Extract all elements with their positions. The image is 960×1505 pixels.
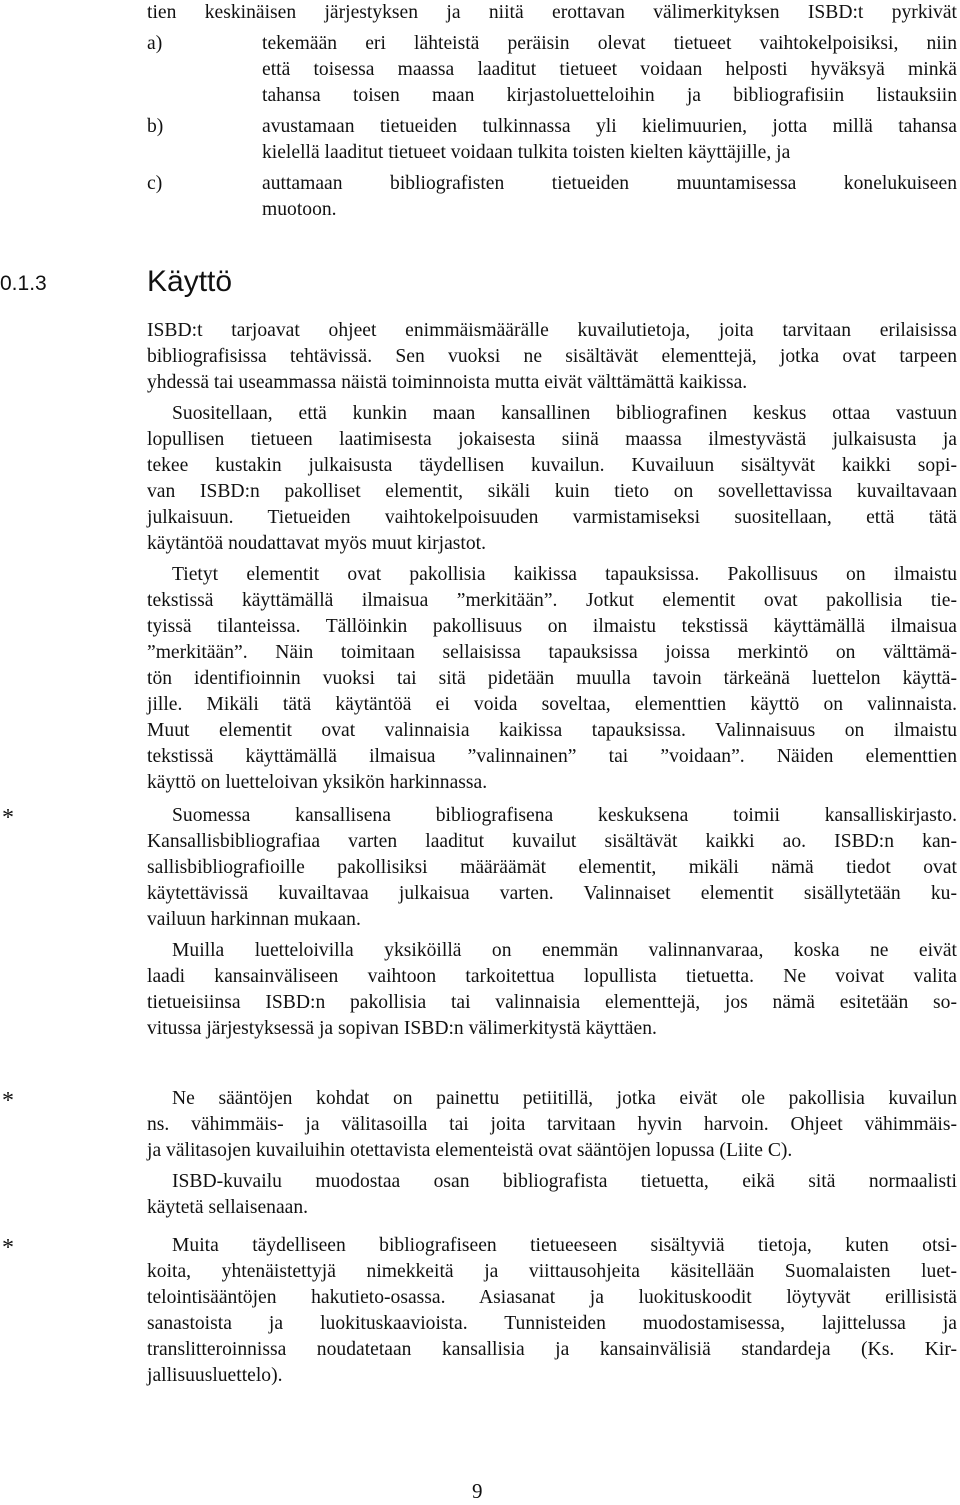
paragraph-1-line: yhdessä tai useammassa näistä toiminnoista mutta eivät välttämättä kaikissa. [147, 372, 748, 393]
paragraph-2-line: tekee kustakin julkaisusta täydellisen kuvailun. Kuvailuun sisältyvät kaikki sopi- [147, 455, 957, 476]
paragraph-3-line: tyissä tilanteissa. Tällöinkin pakollisuus on ilmaistu tekstissä käyttämällä ilmaisua [147, 616, 957, 637]
paragraph-3-line: tön identifioinnin vuoksi tai sitä pidetään muulla tavoin tärkeänä luettelon käyttä- [147, 668, 957, 689]
paragraph-8-line: koita, yhtenäistettyjä nimekkeitä ja viittausohjeita käsitellään Suomalaisten luet- [147, 1261, 957, 1282]
section-number: 0.1.3 [0, 272, 47, 295]
paragraph-8-line: Muita täydelliseen bibliografiseen tietueeseen sisältyviä tietoja, kuten otsi- [172, 1235, 957, 1256]
paragraph-5-line: tietueisiinsa ISBD:n pakollisia tai valinnaisia elementtejä, jos nämä esitetään so- [147, 992, 957, 1013]
paragraph-4-line: vailuun harkinnan mukaan. [147, 909, 361, 930]
paragraph-3-line: tekstissä käyttämällä ilmaisua ”merkitään”. Jotkut elementit ovat pakollisia tie- [147, 590, 957, 611]
paragraph-2-line: lopullisen tietueen laatimisesta jokaisesta siinä maassa ilmestyvästä julkaisusta ja [147, 429, 957, 450]
paragraph-6-line: ns. vähimmäis- ja välitasoilla tai joita tarvitaan hyvin harvoin. Ohjeet vähimmäis- [147, 1114, 957, 1135]
paragraph-3-line: ”merkitään”. Näin toimitaan sellaisissa tapauksissa joissa merkintö on välttämä- [147, 642, 957, 663]
paragraph-8-line: translitteroinnissa noudatetaan kansallisia ja kansainvälisiä standardeja (Ks. Kir- [147, 1339, 957, 1360]
section-title: Käyttö [147, 265, 233, 298]
paragraph-3-line: käyttö on luetteloivan yksikön harkinnassa. [147, 772, 488, 793]
paragraph-4-line: Suomessa kansallisena bibliografisena keskuksena toimii kansalliskirjasto. [172, 805, 957, 826]
paragraph-5-line: vitussa järjestyksessä ja sopivan ISBD:n välimerkitystä käyttäen. [147, 1018, 657, 1039]
asterisk-marker: * [2, 1088, 14, 1114]
paragraph-3-line: tekstissä käyttämällä ilmaisua ”valinnainen” tai ”voidaan”. Näiden elementtien [147, 746, 957, 767]
paragraph-8-line: telointisääntöjen hakutieto-osassa. Asiasanat ja luokituskoodit löytyvät erillisistä [147, 1287, 957, 1308]
list-label-c: c) [147, 173, 163, 194]
paragraph-6-line: ja välitasojen kuvailuihin otettavista elementeistä ovat sääntöjen lopussa (Liite C). [147, 1140, 793, 1161]
list-item-c-line: auttamaan bibliografisten tietueiden muuntamisessa konelukuiseen [262, 173, 957, 194]
paragraph-3-line: Tietyt elementit ovat pakollisia kaikissa tapauksissa. Pakollisuus on ilmaistu [172, 564, 957, 585]
paragraph-1-line: bibliografisissa tehtävissä. Sen vuoksi ne sisältävät elementtejä, jotka ovat tarpeen [147, 346, 957, 367]
paragraph-1-line: ISBD:t tarjoavat ohjeet enimmäismäärälle kuvailutietoja, joita tarvitaan erilaisissa [147, 320, 957, 341]
list-item-b-line: kielellä laaditut tietueet voidaan tulkita toisten kielten käyttäjille, ja [262, 142, 791, 163]
paragraph-5-line: laadi kansainväliseen vaihtoon tarkoitettua lopullista tietuetta. Ne voivat valita [147, 966, 957, 987]
asterisk-marker: * [2, 805, 14, 831]
paragraph-7-line: ISBD-kuvailu muodostaa osan bibliografista tietuetta, eikä sitä normaalisti [172, 1171, 957, 1192]
list-item-a-line: että toisessa maassa laaditut tietueet voidaan helposti hyväksyä minkä [262, 59, 957, 80]
list-label-a: a) [147, 33, 163, 54]
paragraph-4-line: Kansallisbibliografiaa varten laaditut kuvailut sisältävät kaikki ao. ISBD:n kan- [147, 831, 957, 852]
asterisk-marker: * [2, 1235, 14, 1261]
paragraph-8-line: sanastoista ja luokituskaavioista. Tunnisteiden muodostamisessa, lajittelussa ja [147, 1313, 957, 1334]
page-number: 9 [472, 1479, 483, 1503]
intro-line: tien keskinäisen järjestyksen ja niitä erottavan välimerkityksen ISBD:t pyrkivät [147, 2, 957, 23]
paragraph-5-line: Muilla luetteloivilla yksiköillä on enemmän valinnanvaraa, koska ne eivät [172, 940, 957, 961]
paragraph-4-line: sallisbibliografioille pakollisiksi määräämät elementit, mikäli nämä tiedot ovat [147, 857, 957, 878]
paragraph-8-line: jallisuusluettelo). [147, 1365, 283, 1386]
paragraph-2-line: van ISBD:n pakolliset elementit, sikäli kuin tieto on sovellettavissa kuvailtavaan [147, 481, 957, 502]
list-item-b-line: avustamaan tietueiden tulkinnassa yli kielimuurien, jotta millä tahansa [262, 116, 957, 137]
paragraph-2-line: käytäntöä noudattavat myös muut kirjastot. [147, 533, 487, 554]
paragraph-3-line: jille. Mikäli tätä käytäntöä ei voida soveltaa, elementtien käyttö on valinnaista. [147, 694, 957, 715]
paragraph-2-line: Suositellaan, että kunkin maan kansallinen bibliografinen keskus ottaa vastuun [172, 403, 957, 424]
list-item-c-line: muotoon. [262, 199, 337, 220]
paragraph-7-line: käytetä sellaisenaan. [147, 1197, 309, 1218]
paragraph-2-line: julkaisuun. Tietueiden vaihtokelpoisuuden varmistamiseksi suositellaan, että tätä [147, 507, 957, 528]
paragraph-4-line: käytettävissä kuvailtavaa julkaisua varten. Valinnaiset elementit sisällytetään ku- [147, 883, 957, 904]
paragraph-6-line: Ne sääntöjen kohdat on painettu petiitillä, jotka eivät ole pakollisia kuvailun [172, 1088, 957, 1109]
list-item-a-line: tahansa toisen maan kirjastoluetteloihin ja bibliografisiin listauksiin [262, 85, 957, 106]
list-label-b: b) [147, 116, 164, 137]
list-item-a-line: tekemään eri lähteistä peräisin olevat tietueet vaihtokelpoisiksi, niin [262, 33, 957, 54]
paragraph-3-line: Muut elementit ovat valinnaisia kaikissa tapauksissa. Valinnaisuus on ilmaistu [147, 720, 957, 741]
